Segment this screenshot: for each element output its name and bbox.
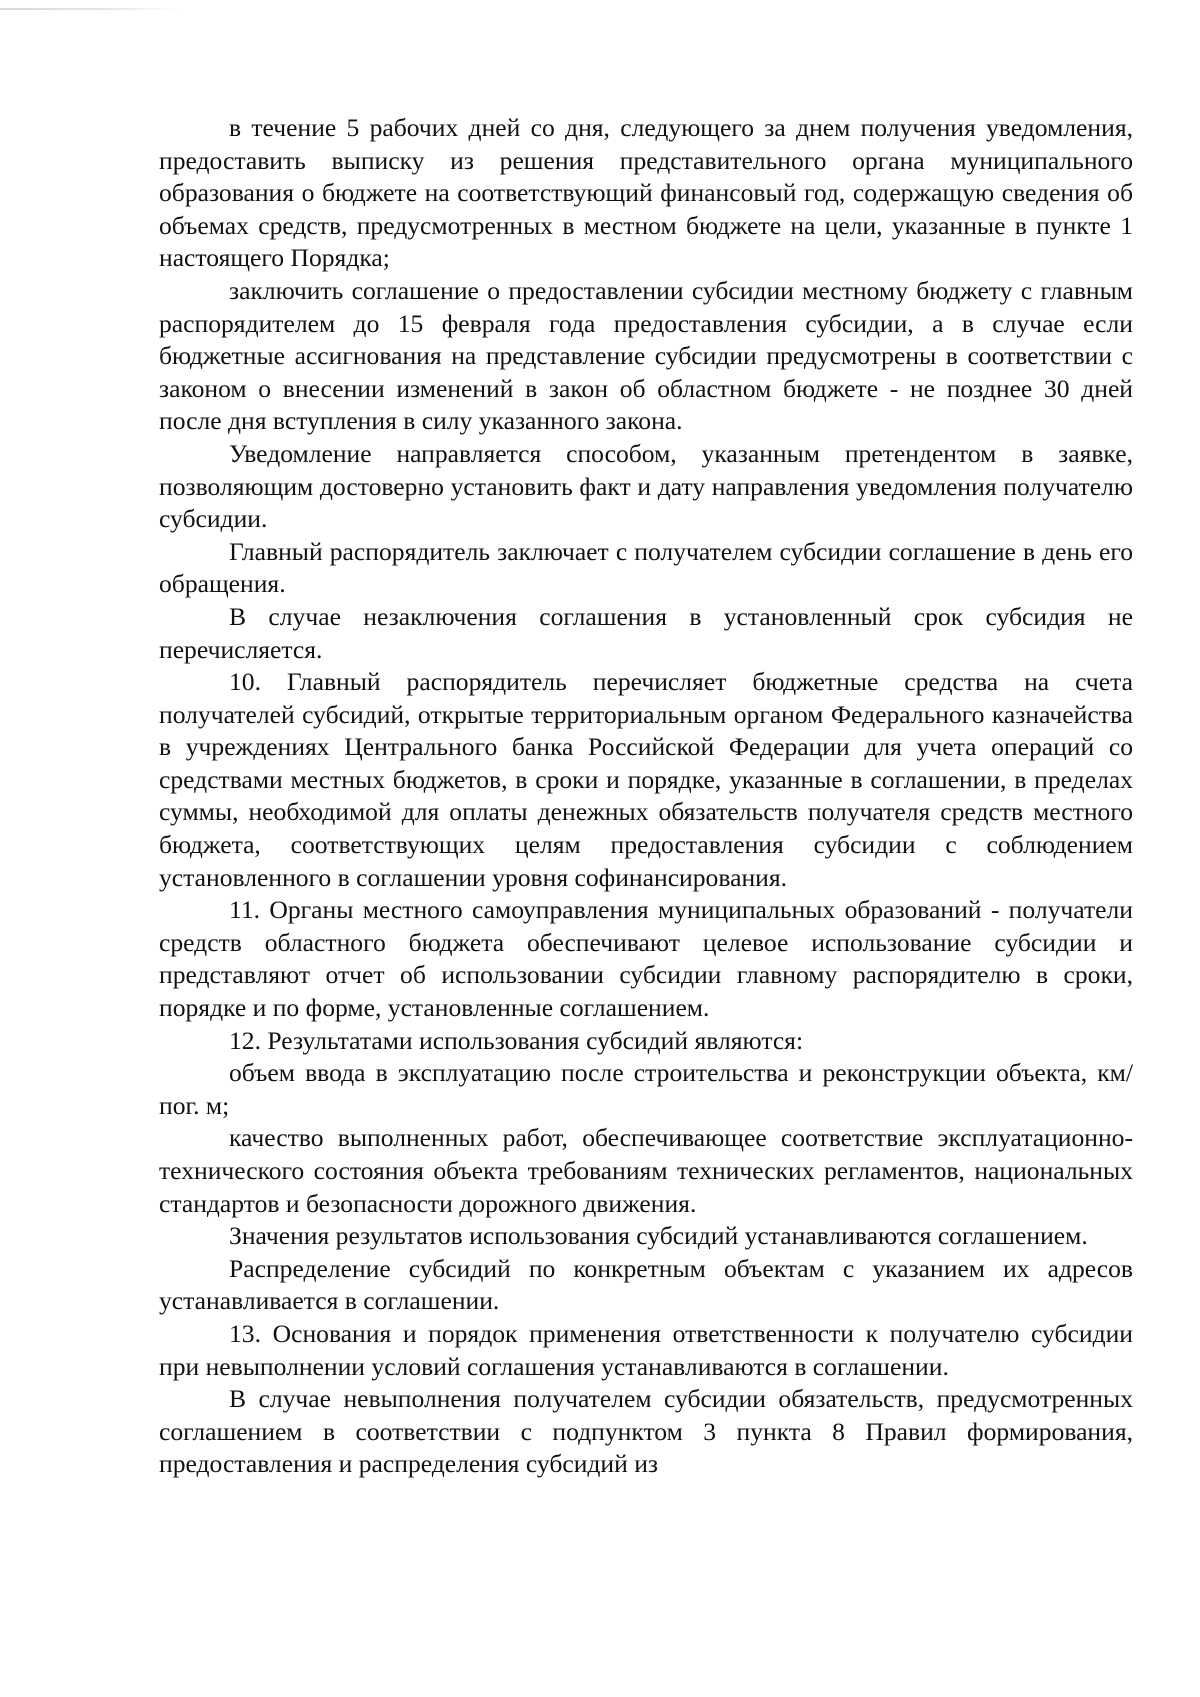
paragraph: Уведомление направляется способом, указанным претендентом в заявке, позволяющим достоверно установить факт и дату направления уведомления получателю субсидии. (159, 438, 1133, 534)
paragraph-item-12: 12. Результатами использования субсидий являются: (229, 1025, 804, 1055)
paragraph: в течение 5 рабочих дней со дня, следующего за днем получения уведомления, предоставить выписку из решения представительного органа муниципального образования о бюджете на соответствующий финансовый год, содержащую сведения об объемах средств, предусмотренных в местном бюджете на цели, указанные в пункте 1 настоящего Порядка; (159, 113, 1133, 273)
paragraph: Значения результатов использования субсидий устанавливаются соглашением. (229, 1221, 1088, 1251)
paragraph: В случае незаключения соглашения в установленный срок субсидия не перечисляется. (159, 601, 1133, 664)
paragraph-item-11: 11. Органы местного самоуправления муниципальных образований - получатели средств областного бюджета обеспечивают целевое использование субсидии и представляют отчет об использовании субсидии главному распорядителю в сроки, порядке и по форме, установленные соглашением. (159, 895, 1133, 1023)
document-body (159, 112, 1133, 1481)
paragraph: Распределение субсидий по конкретным объектам с указанием их адресов устанавливается в соглашении. (159, 1253, 1133, 1316)
paragraph: качество выполненных работ, обеспечивающее соответствие эксплуатационно-технического состояния объекта требованиям технических регламентов, национальных стандартов и безопасности дорожного движения. (159, 1123, 1133, 1218)
paragraph: Главный распорядитель заключает с получателем субсидии соглашение в день его обращения. (159, 536, 1133, 599)
paragraph: объем ввода в эксплуатацию после строительства и реконструкции объекта, км/пог. м; (159, 1058, 1133, 1120)
paragraph-item-13: 13. Основания и порядок применения ответственности к получателю субсидии при невыполнении условий соглашения устанавливаются в соглашении. (159, 1318, 1133, 1381)
paragraph: заключить соглашение о предоставлении субсидии местному бюджету с главным распорядителем до 15 февраля года предоставления субсидии, а в случае если бюджетные ассигнования на представление субсидии предусмотрены в соответствии с законом о внесении изменений в закон об областном бюджете - не позднее 30 дней после дня вступления в силу указанного закона. (159, 275, 1133, 436)
paragraph: В случае невыполнения получателем субсидии обязательств, предусмотренных соглашением в соответствии с подпунктом 3 пункта 8 Правил формирования, предоставления и распределения субсидий из (159, 1384, 1133, 1479)
scan-artifact (0, 8, 180, 10)
paragraph-item-10: 10. Главный распорядитель перечисляет бюджетные средства на счета получателей субсидий, открытые территориальным органом Федерального казначейства в учреждениях Центрального банка Российской Федерации для учета операций со средствами местных бюджетов, в сроки и порядке, указанные в соглашении, в пределах суммы, необходимой для оплаты денежных обязательств получателя средств местного бюджета, соответствующих целям предоставления субсидии с соблюдением установленного в соглашении уровня софинансирования. (159, 667, 1133, 892)
